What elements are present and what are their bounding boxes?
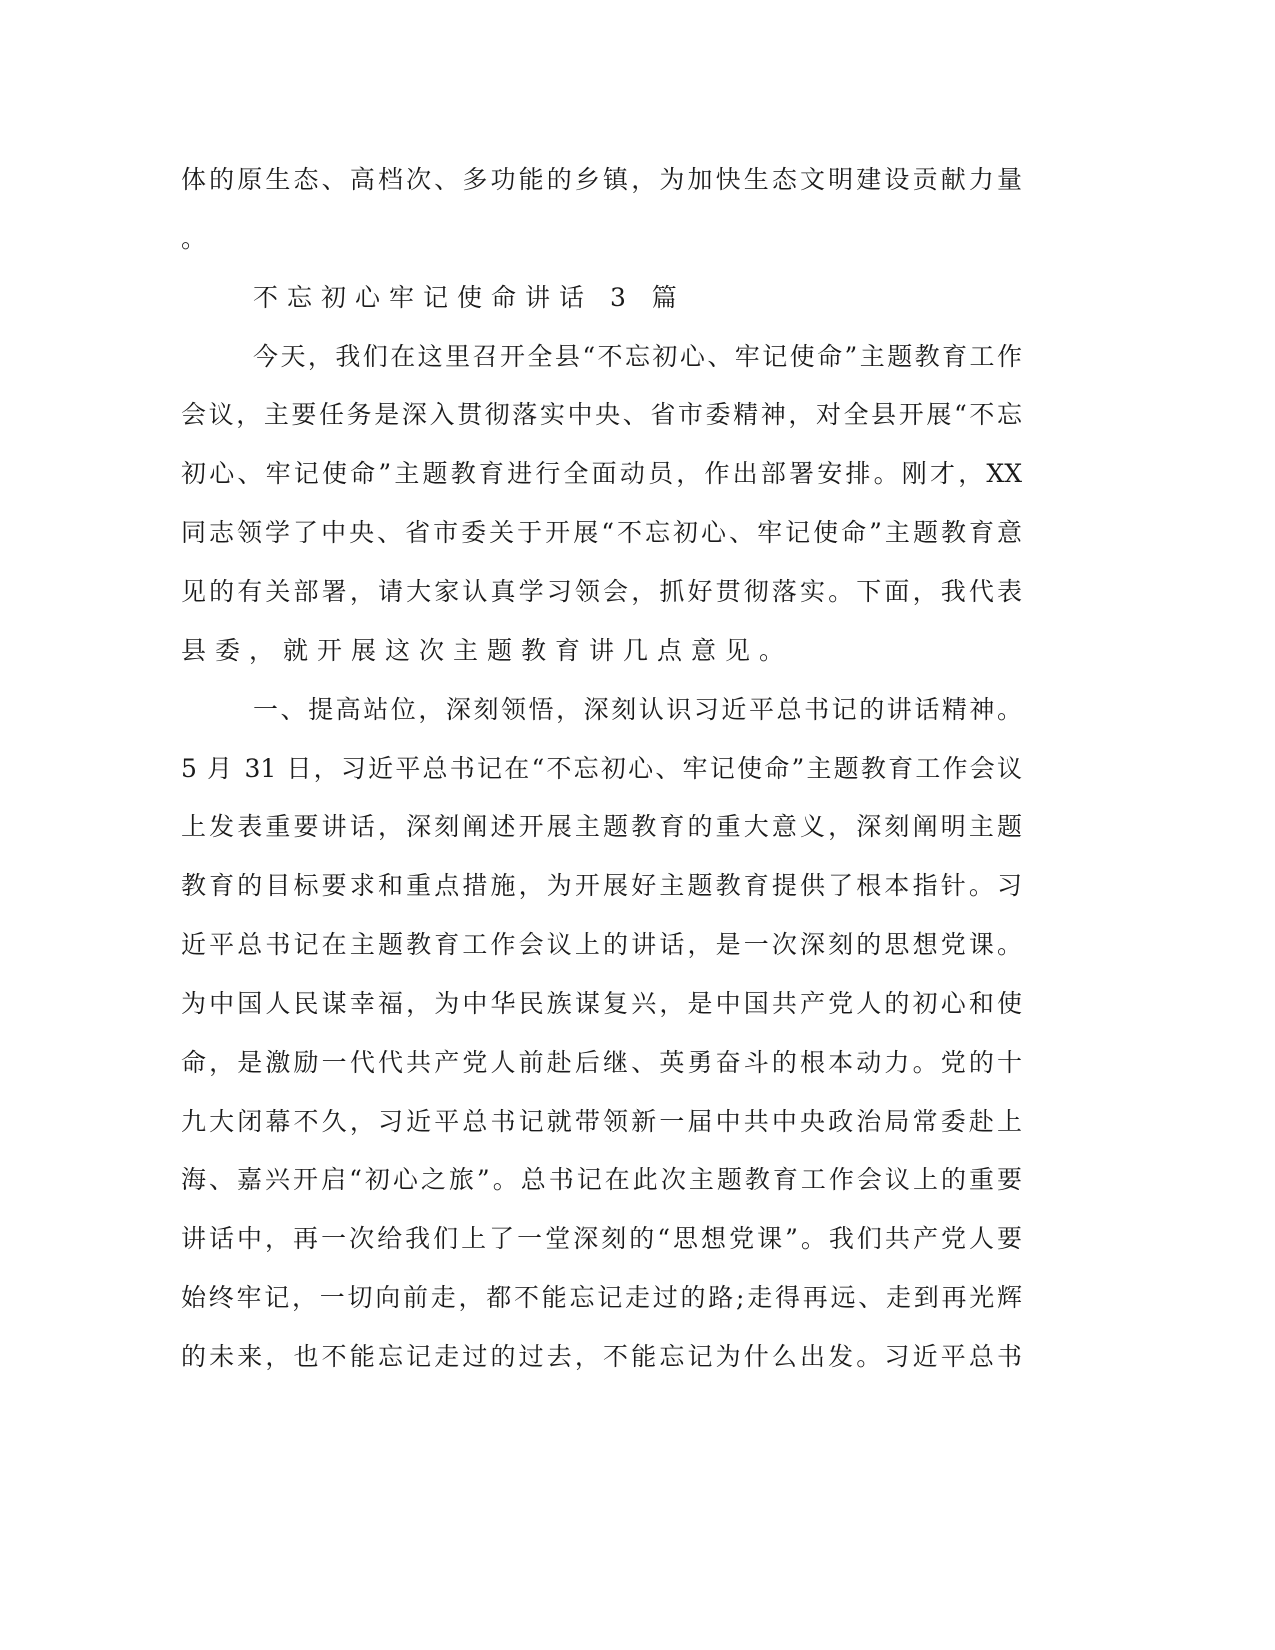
text-line: 5 月 31 日，习近平总书记在“不忘初心、牢记使命”主题教育工作会议 bbox=[181, 753, 1022, 783]
text-line: 讲话中，再一次给我们上了一堂深刻的“思想党课”。我们共产党人要 bbox=[181, 1224, 1022, 1254]
text-line: 上发表重要讲话，深刻阐述开展主题教育的重大意义，深刻阐明主题 bbox=[181, 812, 1022, 842]
text-line: 一、提高站位，深刻领悟，深刻认识习近平总书记的讲话精神。 bbox=[253, 694, 1022, 724]
text-line: 。 bbox=[181, 223, 216, 253]
text-line: 会议，主要任务是深入贯彻落实中央、省市委精神，对全县开展“不忘 bbox=[181, 400, 1022, 430]
text-line: 初心、牢记使命”主题教育进行全面动员，作出部署安排。刚才，XX bbox=[181, 459, 1022, 489]
text-line: 今天，我们在这里召开全县“不忘初心、牢记使命”主题教育工作 bbox=[253, 341, 1022, 371]
text-line: 见的有关部署，请大家认真学习领会，抓好贯彻落实。下面，我代表 bbox=[181, 576, 1022, 606]
text-line: 为中国人民谋幸福，为中华民族谋复兴，是中国共产党人的初心和使 bbox=[181, 988, 1022, 1018]
text-line: 的未来，也不能忘记走过的过去，不能忘记为什么出发。习近平总书 bbox=[181, 1342, 1022, 1371]
text-line: 教育的目标要求和重点措施，为开展好主题教育提供了根本指针。习 bbox=[181, 871, 1022, 901]
text-line: 同志领学了中央、省市委关于开展“不忘初心、牢记使命”主题教育意 bbox=[181, 518, 1022, 548]
text-line: 海、嘉兴开启“初心之旅”。总书记在此次主题教育工作会议上的重要 bbox=[181, 1165, 1022, 1195]
text-line: 体的原生态、高档次、多功能的乡镇，为加快生态文明建设贡献力量 bbox=[181, 165, 1022, 194]
text-line: 九大闭幕不久，习近平总书记就带领新一届中共中央政治局常委赴上 bbox=[181, 1106, 1022, 1136]
text-line: 不忘初心牢记使命讲话 3 篇 bbox=[253, 282, 686, 312]
text-line: 近平总书记在主题教育工作会议上的讲话，是一次深刻的思想党课。 bbox=[181, 930, 1022, 960]
text-line: 县委，就开展这次主题教育讲几点意见。 bbox=[181, 635, 794, 665]
text-line: 命，是激励一代代共产党人前赴后继、英勇奋斗的根本动力。党的十 bbox=[181, 1047, 1022, 1077]
text-line: 始终牢记，一切向前走，都不能忘记走过的路;走得再远、走到再光辉 bbox=[181, 1283, 1022, 1313]
